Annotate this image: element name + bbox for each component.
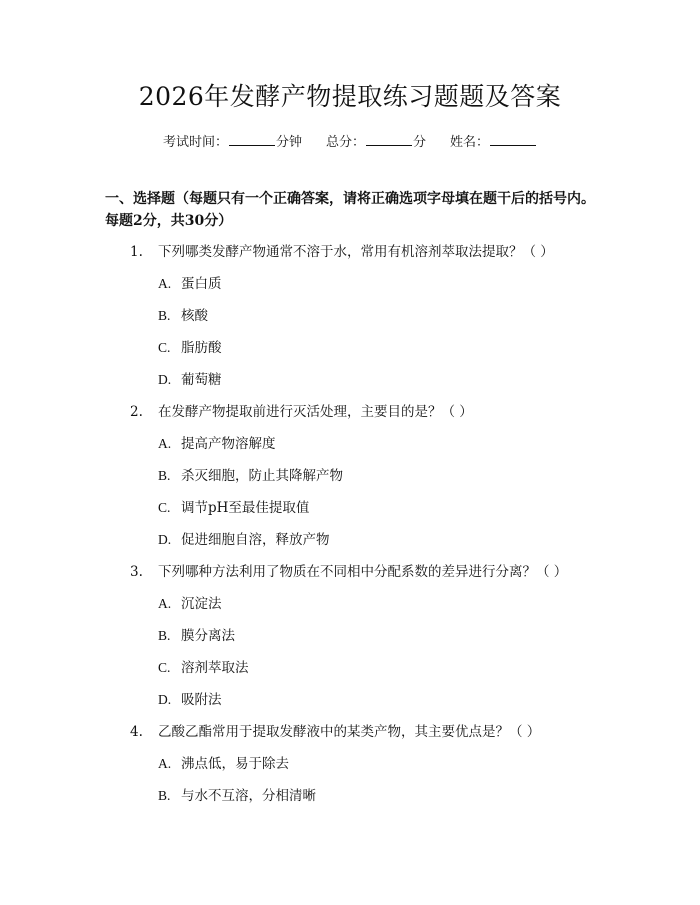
- section-heading: 一、选择题（每题只有一个正确答案，请将正确选项字母填在题干后的括号内。每题2分，共30分）: [105, 191, 595, 229]
- student-name-blank: [490, 131, 536, 146]
- option-letter: D.: [158, 372, 172, 387]
- total-score-unit: 分: [413, 135, 427, 150]
- question-text: 下列哪类发酵产物通常不溶于水，常用有机溶剂萃取法提取？（ ）: [158, 244, 554, 260]
- exam-time: [163, 131, 302, 153]
- option-letter: A.: [158, 436, 172, 451]
- question-number: 3.: [130, 564, 143, 580]
- option-letter: B.: [158, 468, 171, 483]
- question-2-option-a: [158, 434, 276, 454]
- question-3: [130, 562, 567, 582]
- option-text: 核酸: [181, 308, 208, 324]
- question-2-option-b: [158, 466, 343, 486]
- question-number: 2.: [130, 404, 143, 420]
- exam-time-blank: [229, 131, 275, 146]
- total-score-label: 总分：: [325, 135, 365, 150]
- question-1-option-b: [158, 306, 208, 326]
- question-1-option-c: [158, 338, 222, 358]
- option-letter: A.: [158, 596, 172, 611]
- option-text: 膜分离法: [181, 628, 235, 644]
- option-letter: B.: [158, 628, 171, 643]
- question-4: [130, 722, 540, 742]
- total-score-blank: [366, 131, 412, 146]
- option-text: 蛋白质: [181, 276, 222, 292]
- option-letter: C.: [158, 500, 171, 515]
- question-1: [130, 242, 554, 262]
- question-1-option-d: [158, 370, 222, 390]
- option-text: 促进细胞自溶，释放产物: [181, 532, 330, 548]
- question-3-option-d: [158, 690, 222, 710]
- option-letter: C.: [158, 660, 171, 675]
- question-4-option-a: [158, 754, 289, 774]
- question-3-option-b: [158, 626, 235, 646]
- option-text: 葡萄糖: [181, 372, 222, 388]
- student-name-label: 姓名：: [450, 135, 490, 150]
- exam-meta: [0, 131, 700, 153]
- option-letter: B.: [158, 308, 171, 323]
- total-score: [326, 131, 426, 153]
- option-text: 吸附法: [181, 692, 222, 708]
- option-text: 沉淀法: [181, 596, 222, 612]
- option-text: 提高产物溶解度: [181, 436, 276, 452]
- question-number: 1.: [130, 244, 143, 260]
- option-text: 沸点低，易于除去: [181, 756, 289, 772]
- question-2-option-d: [158, 530, 330, 550]
- question-text: 下列哪种方法利用了物质在不同相中分配系数的差异进行分离？（ ）: [158, 564, 568, 580]
- option-letter: A.: [158, 276, 172, 291]
- question-text: 乙酸乙酯常用于提取发酵液中的某类产物，其主要优点是？（ ）: [158, 724, 541, 740]
- exam-time-label: 考试时间：: [162, 135, 228, 150]
- option-letter: B.: [158, 788, 171, 803]
- option-letter: D.: [158, 692, 172, 707]
- option-text: 溶剂萃取法: [181, 660, 249, 676]
- option-text: 调节pH至最佳提取值: [181, 500, 310, 516]
- question-2-option-c: [158, 498, 309, 518]
- option-letter: C.: [158, 340, 171, 355]
- question-4-option-b: [158, 786, 316, 806]
- option-text: 与水不互溶，分相清晰: [181, 788, 316, 804]
- exam-time-unit: 分钟: [275, 135, 302, 150]
- student-name: [450, 131, 537, 153]
- question-number: 4.: [130, 724, 143, 740]
- question-text: 在发酵产物提取前进行灭活处理，主要目的是？（ ）: [158, 404, 473, 420]
- question-2: [130, 402, 473, 422]
- option-letter: A.: [158, 756, 172, 771]
- question-3-option-a: [158, 594, 222, 614]
- question-3-option-c: [158, 658, 249, 678]
- option-text: 杀灭细胞，防止其降解产物: [181, 468, 343, 484]
- question-1-option-a: [158, 274, 222, 294]
- option-letter: D.: [158, 532, 172, 547]
- page-title: 2026年发酵产物提取练习题题及答案: [138, 82, 562, 111]
- option-text: 脂肪酸: [181, 340, 222, 356]
